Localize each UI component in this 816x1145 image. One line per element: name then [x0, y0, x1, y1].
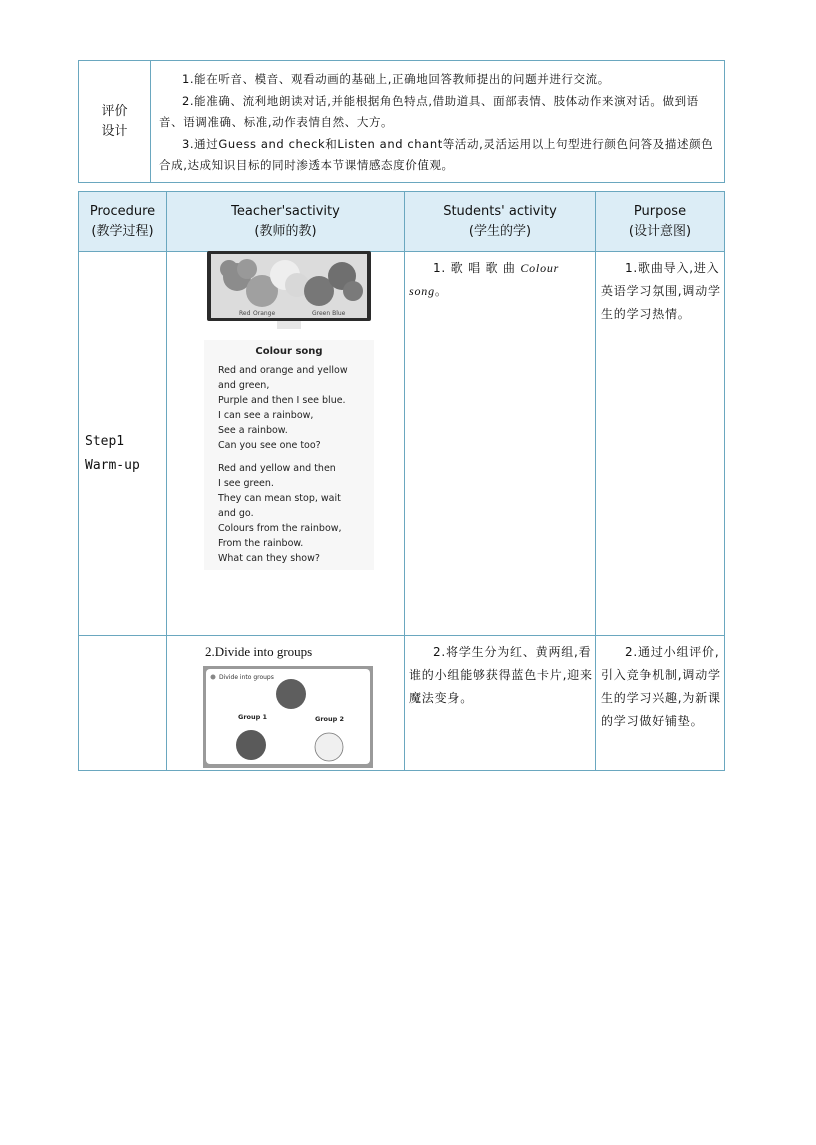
lyric-line: From the rainbow. — [218, 538, 304, 549]
header-purpose — [596, 192, 724, 252]
divide-into-groups-image — [203, 666, 373, 768]
student-activity-1-song: Colour song — [409, 261, 560, 298]
header-procedure-en: Procedure — [89, 204, 156, 219]
header-teacher-cn: (教师的教) — [254, 224, 317, 239]
evaluation-content — [159, 69, 716, 177]
lyric-line: Purple and then I see blue. — [218, 395, 346, 406]
teacher-activity-2: 2.Divide into groups — [205, 644, 313, 659]
lyric-line: Can you see one too? — [218, 440, 321, 451]
colour-song-lyrics — [204, 340, 374, 570]
lyric-line: I can see a rainbow, — [218, 410, 314, 421]
evaluation-label-line1: 评价 — [101, 103, 128, 119]
screen-label-orange: Orange — [253, 310, 276, 317]
lyric-line: What can they show? — [218, 553, 320, 564]
screen-label-red: Red — [239, 310, 251, 317]
song-title: Colour song — [255, 346, 323, 357]
header-students-en: Students' activity — [443, 204, 557, 219]
header-procedure — [79, 192, 166, 252]
header-students-cn: (学生的学) — [468, 224, 532, 239]
lyric-line: See a rainbow. — [218, 425, 288, 436]
header-teacher — [167, 192, 404, 252]
procedure-table — [78, 191, 725, 771]
group-1-label: Group 1 — [238, 713, 268, 721]
step-name: Warm-up — [85, 458, 140, 473]
student-activity-2: 2.将学生分为红、黄两组,看谁的小组能够获得蓝色卡片,迎来魔法变身。 — [409, 645, 593, 705]
lyric-line: I see green. — [218, 478, 274, 489]
purpose-1: 1.歌曲导入,进入英语学习氛围,调动学生的学习热情。 — [601, 261, 721, 321]
evaluation-label-cell — [79, 61, 151, 182]
colour-song-video-image — [207, 251, 371, 331]
lyric-line: and green, — [218, 380, 270, 391]
student-activity-1-prefix: 1. 歌 唱 歌 曲 — [433, 261, 521, 275]
lyric-line: Red and orange and yellow — [218, 365, 348, 376]
evaluation-item: 3.通过Guess and check和Listen and chant等活动,灵活运用以上句型进行颜色问答及描述颜色合成,达成知识目标的同时渗透本节课情感态度价值观。 — [159, 136, 714, 172]
header-teacher-en: Teacher'sactivity — [231, 204, 340, 219]
header-students — [405, 192, 595, 252]
student-activity-1 — [409, 257, 593, 303]
lyric-line: and go. — [218, 508, 254, 519]
step-number: Step1 — [85, 434, 125, 449]
evaluation-item: 2.能准确、流利地朗读对话,并能根据角色特点,借助道具、面部表情、肢体动作来演对话。做到语音、语调准确、标准,动作表情自然、大方。 — [159, 93, 699, 129]
student-activity-1-suffix: 。 — [434, 284, 448, 298]
header-purpose-cn: (设计意图) — [628, 224, 692, 239]
screen-label-blue: Green Blue — [312, 310, 346, 317]
group-2-label: Group 2 — [315, 715, 345, 723]
purpose-2: 2.通过小组评价,引入竞争机制,调动学生的学习兴趣,为新课的学习做好铺垫。 — [601, 645, 721, 728]
evaluation-table — [78, 60, 725, 183]
lyric-line: Colours from the rainbow, — [218, 523, 342, 534]
lyric-line: They can mean stop, wait — [218, 493, 341, 504]
step-label — [85, 430, 140, 478]
evaluation-item: 1.能在听音、模音、观看动画的基础上,正确地回答教师提出的问题并进行交流。 — [182, 72, 610, 86]
evaluation-label-line2: 设计 — [101, 123, 128, 139]
lyric-line: Red and yellow and then — [218, 463, 336, 474]
header-procedure-cn: (教学过程) — [91, 224, 154, 239]
groups-image-title: Divide into groups — [219, 674, 274, 681]
header-purpose-en: Purpose — [633, 204, 687, 219]
